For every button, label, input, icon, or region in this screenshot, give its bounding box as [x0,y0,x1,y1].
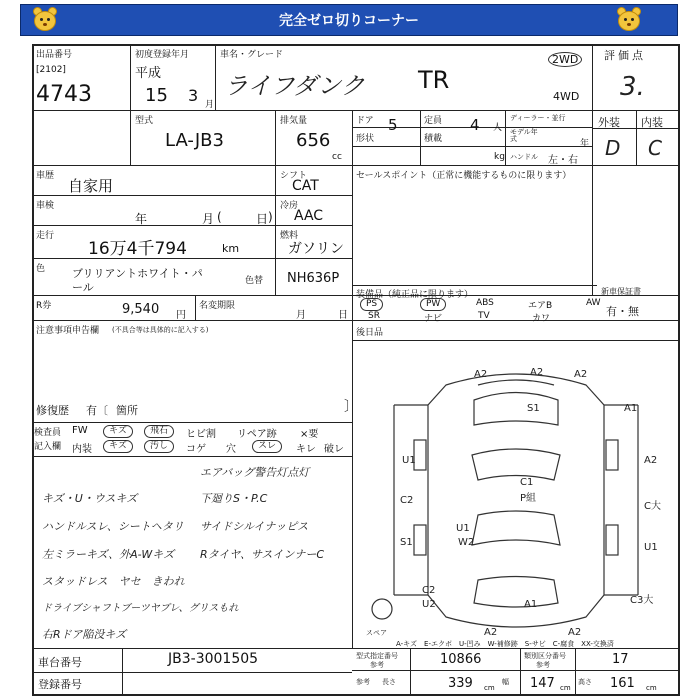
warranty-value: 有・無 [606,305,639,318]
doors-label: ドア [356,116,374,126]
lot-number-label: 出品番号 [36,50,73,60]
note-underbody: 下廻りS・P.C [200,492,268,505]
displacement-unit: cc [332,152,342,162]
dmg-top-a1: A1 [624,403,638,414]
chassis-value: JB3-3001505 [168,651,259,667]
dmg-left-c2b: C2 [422,585,436,596]
inspection-year: 年 [135,212,148,226]
bear-mascot-icon [614,5,644,35]
equip-pw: PW [420,298,446,311]
car-name: ライフダンク [224,72,365,100]
dmg-center-a1: A1 [524,599,538,610]
equip-tv: TV [478,311,490,321]
dealer-label: ディーラー・並行 [510,114,566,122]
insp-dirt: 汚し [144,440,174,453]
handle-label: ハンドル [510,153,538,161]
lot-code: [2102] [36,65,66,75]
note-tire: Rタイヤ、サスインナーC [200,548,325,561]
warranty-label: 新車保証書 [601,287,641,296]
insp-int-scratch: キズ [103,440,133,453]
car-damage-diagram [354,345,678,645]
equip-abs: ABS [476,298,494,308]
capacity-unit: 人 [493,123,503,133]
spare-label: スペア [366,629,387,637]
insp-scratch: キズ [103,425,133,438]
repair-value: 有〔 [86,404,108,417]
length-value: 339 [448,676,473,691]
color-line-2: ール [72,281,94,294]
exterior-grade: D [605,136,621,160]
insp-interior: 内装 [72,444,92,455]
history-label: 車歴 [36,171,55,181]
mileage-label: 走行 [36,231,55,241]
insp-chip: 飛石 [144,425,174,438]
first-reg-era: 平成 [135,66,162,81]
inspection-day-open: ( [217,210,222,224]
notes-label: 注意事項申告欄 [36,326,100,336]
cooling-value: AAC [294,208,324,224]
inspector-label-1: 検査員 [34,428,62,438]
height-label: 高さ [578,678,592,686]
drive-4wd: 4WD [553,90,580,103]
equip-leather: カワ [532,314,551,324]
dmg-right-c3: C3大 [630,595,654,606]
header-bar [20,4,678,36]
reg-deadline-day: 日 [338,310,348,321]
mileage-value: 16万4千794 [88,239,187,259]
equip-sr: SR [368,311,380,321]
model-year-label: モデル年式 [510,128,538,143]
load-unit: kg [494,152,505,162]
width-label: 幅 [502,678,509,686]
notes-sub: (不具合等は具体的に記入する) [112,326,209,334]
width-unit: cm [560,684,571,692]
note-scratches: キズ・U・ウスキズ [42,492,138,505]
note-driveshaft: ドライブシャフトブーツヤブレ、グリスもれ [42,603,239,614]
width-value: 147 [530,676,555,691]
first-reg-month: 3 [188,86,199,105]
note-handle: ハンドルスレ、シートヘタリ [42,520,184,533]
dmg-left-u1: U1 [402,455,416,466]
note-door: 右Rドア陥没キズ [42,628,127,641]
chassis-label: 車台番号 [38,656,82,669]
insp-tear: 破レ [324,444,344,455]
shift-value: CAT [292,178,319,194]
insp-fw: FW [72,425,88,436]
capacity-value: 4 [470,116,480,134]
fuel-value: ガソリン [288,241,344,257]
repair-label: 修復歴 [36,404,69,417]
dmg-top-a2-3: A2 [574,369,588,380]
class-number-label: 類別区分番号 [524,652,566,660]
displacement-value: 656 [296,130,331,151]
inspection-label: 車検 [36,201,55,211]
insp-repair: リペア跡 [237,429,277,440]
equip-aw: AW [586,298,601,308]
doors-value: 5 [388,116,398,134]
history-value: 自家用 [68,177,114,195]
score-label: 評価点 [604,49,646,62]
equipment-label: 装備品（純正品に限ります） [356,290,474,300]
inspector-label-2: 記入欄 [34,442,62,452]
note-sidesill: サイドシルイナッピス [200,520,309,533]
damage-legend: A-キズ E-エクボ U-凹み W-補修跡 S-サビ C-腐食 XX-交換済 [396,640,614,648]
interior-grade: C [648,136,662,160]
recycle-unit: 円 [176,310,186,321]
dmg-bottom-a2b: A2 [568,627,582,638]
first-reg-label: 初度登録年月 [135,50,190,60]
lot-number: 4743 [36,82,92,107]
class-number-value: 17 [612,652,629,667]
dimensions-ref: 参考 [356,678,370,686]
bracket-icon: 〕 [344,399,358,415]
repair-unit: 箇所 [116,404,138,417]
color-line-1: ブリリアントホワイト・パ [72,267,203,280]
model-value: LA-JB3 [165,130,224,151]
insp-hole: 穴 [226,444,236,455]
first-reg-year: 15 [145,85,168,106]
color-label: 色 [36,264,46,274]
model-label: 型式 [135,116,154,126]
dmg-bottom-a2: A2 [484,627,498,638]
inspection-month: 月 [202,212,215,226]
month-suffix: 月 [205,100,215,110]
insp-cut: キレ [296,444,316,455]
header-title: 完全ゼロ切りコーナー [279,13,419,29]
inspection-day-close: ) [268,210,273,224]
recycle-value: 9,540 [122,302,160,317]
fuel-label: 燃料 [280,231,299,241]
type-ref: 参考 [370,661,384,669]
note-mirror: 左ミラーキズ、外A-Wキズ [42,548,175,561]
dmg-top-s1: S1 [527,403,540,414]
shape-label: 形状 [356,134,375,144]
reg-deadline-month: 月 [296,310,306,321]
color-code: NH636P [287,271,340,286]
insp-wear: スレ [252,440,282,453]
length-label: 長さ [382,678,396,686]
exterior-label: 外装 [598,116,620,129]
dmg-left-u2: U2 [422,599,436,610]
load-label: 積載 [424,134,443,144]
dmg-top-a2-1: A2 [474,369,488,380]
car-grade: TR [418,66,450,94]
dmg-center-p: P組 [520,493,537,504]
type-number-value: 10866 [440,652,482,667]
insp-need: ×要 [300,429,319,440]
note-airbag: エアバッグ警告灯点灯 [200,466,310,479]
class-ref: 参考 [536,661,550,669]
cooling-label: 冷房 [280,201,299,211]
overall-score: 3. [620,72,645,102]
dmg-right-u1: U1 [644,542,658,553]
sales-point-label: セールスポイント（正常に機能するものに限ります） [356,171,572,181]
dmg-top-a2-2: A2 [530,367,544,378]
length-unit: cm [484,684,495,692]
equip-navi: ナビ [424,314,443,324]
plate-label: 登録番号 [38,678,82,691]
height-value: 161 [610,676,635,691]
handle-value: 左・右 [548,155,578,166]
type-number-label: 型式指定番号 [356,652,398,660]
dmg-right-a2: A2 [644,455,658,466]
reg-deadline-label: 名変期限 [199,301,236,311]
dmg-center-w2: W2 [458,537,475,548]
color-code-label: 色替 [245,276,264,286]
equip-ps: PS [360,298,383,311]
dmg-right-c: C大 [644,501,661,512]
mileage-unit: km [222,242,240,255]
recycle-label: R券 [36,301,52,311]
car-name-label: 車名・グレード [220,50,284,60]
capacity-label: 定員 [424,116,443,126]
dmg-center-c1: C1 [520,477,534,488]
drive-2wd: 2WD [548,52,582,67]
equip-airbag: エアB [528,301,553,311]
bear-mascot-icon [30,5,60,35]
after-items-label: 後日品 [356,328,384,338]
model-year-unit: 年 [580,139,590,149]
interior-label: 内装 [641,116,663,129]
dmg-left-s1: S1 [400,537,413,548]
displacement-label: 排気量 [280,116,308,126]
insp-burn: コゲ [186,444,206,455]
inspection-day: 日 [256,212,269,226]
note-studless: スタッドレス ヤセ きわれ [42,575,185,588]
shift-label: シフト [280,171,308,181]
dmg-center-u1: U1 [456,523,470,534]
insp-crack: ヒビ割 [186,429,216,440]
height-unit: cm [646,684,657,692]
dmg-left-c2: C2 [400,495,414,506]
